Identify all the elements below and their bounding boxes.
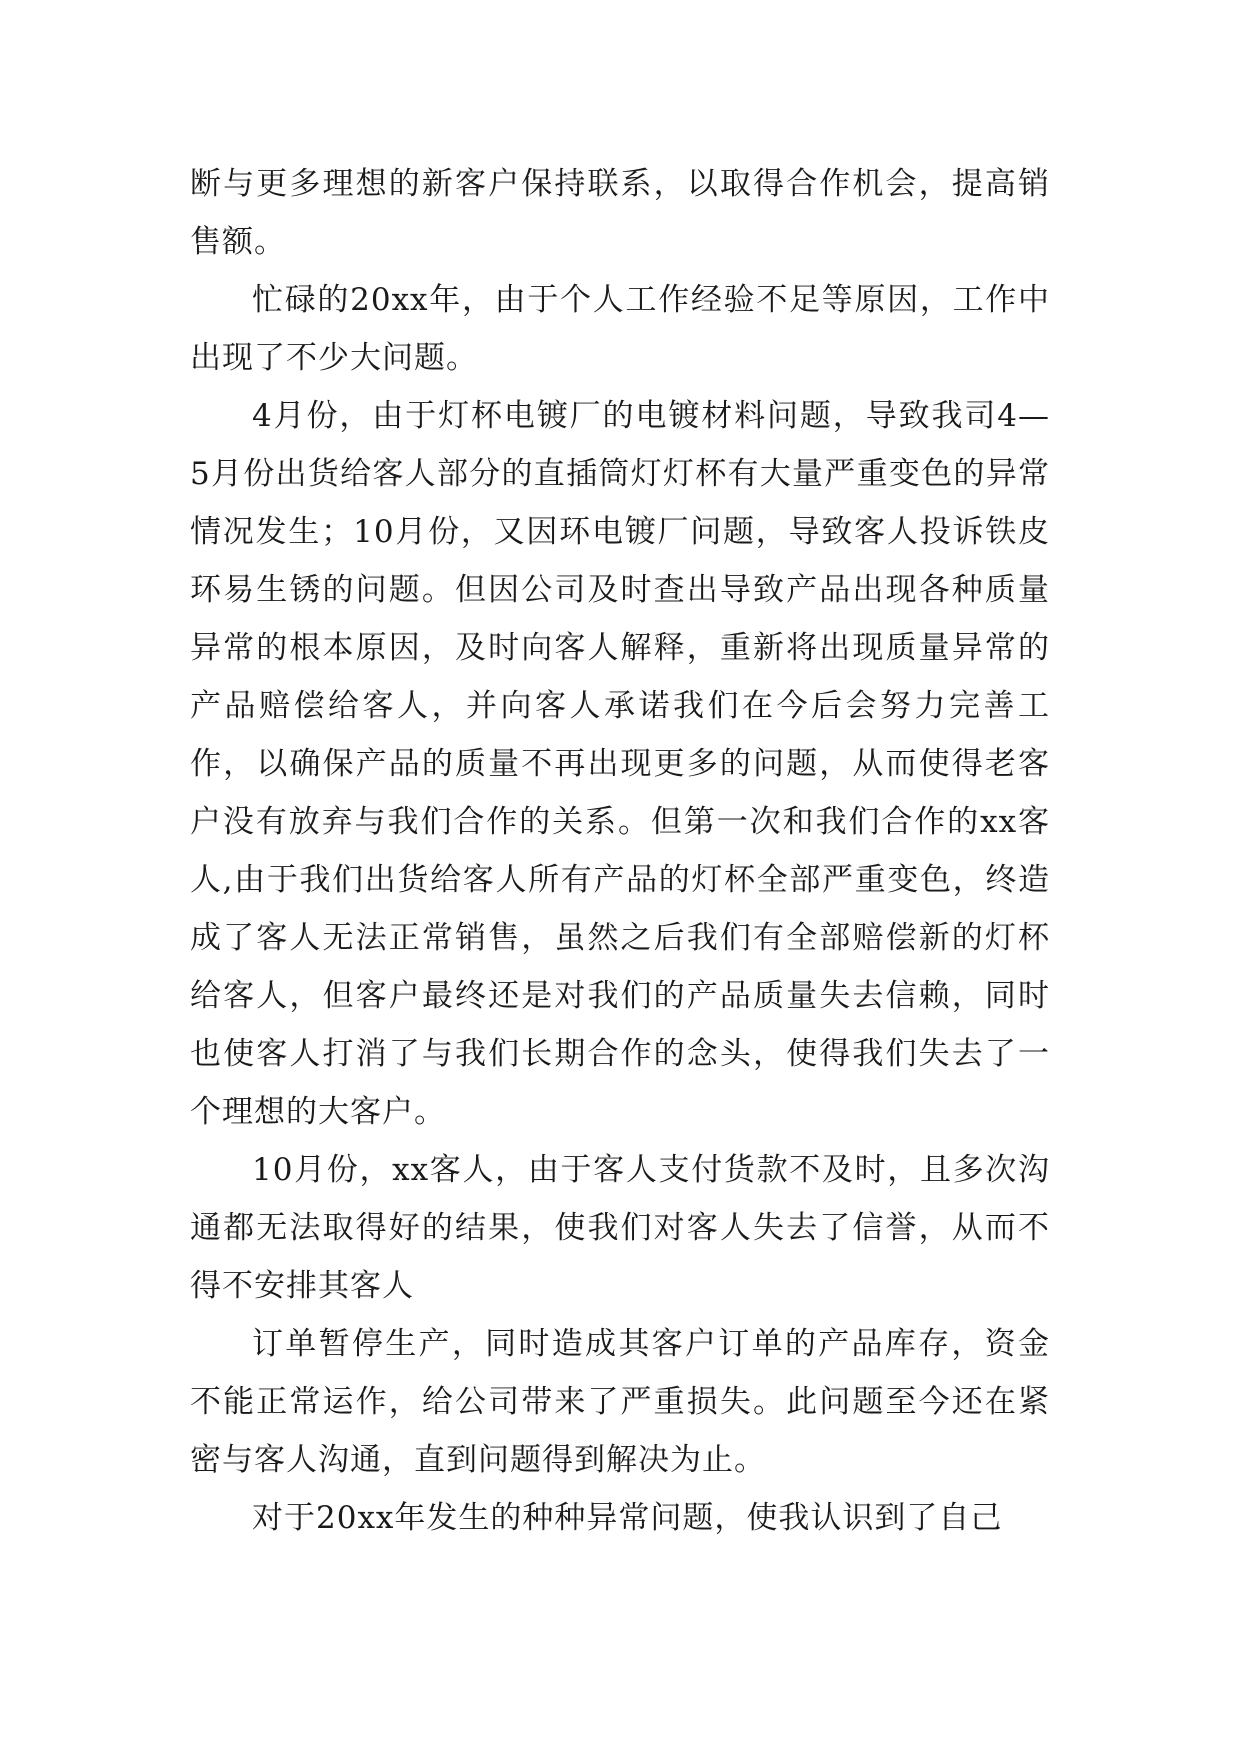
paragraph: 忙碌的20xx年，由于个人工作经验不足等原因，工作中出现了不少大问题。 [190,282,1050,376]
paragraph: 10月份，xx客人，由于客人支付货款不及时，且多次沟通都无法取得好的结果，使我们对客人失去了信誉，从而不得不安排其客人 [190,1152,1050,1304]
paragraph-continuation: 断与更多理想的新客户保持联系，以取得合作机会，提高销售额。 [190,166,1050,260]
paragraph: 订单暂停生产，同时造成其客户订单的产品库存，资金不能正常运作，给公司带来了严重损失。此问题至今还在紧密与客人沟通，直到问题得到解决为止。 [190,1326,1050,1478]
paragraph: 4月份，由于灯杯电镀厂的电镀材料问题，导致我司4—5月份出货给客人部分的直插筒灯灯杯有大量严重变色的异常情况发生；10月份，又因环电镀厂问题，导致客人投诉铁皮环易生锈的问题。但因公司及时查出导致产品出现各种质量异常的根本原因，及时向客人解释，重新将出现质量异常的产品赔偿给客人，并向客人承诺我们在今后会努力完善工作，以确保产品的质量不再出现更多的问题，从而使得老客户没有放弃与我们合作的关系。但第一次和我们合作的xx客人,由于我们出货给客人所有产品的灯杯全部严重变色，终造成了客人无法正常销售，虽然之后我们有全部赔偿新的灯杯给客人，但客户最终还是对我们的产品质量失去信赖，同时也使客人打消了与我们长期合作的念头，使得我们失去了一个理想的大客户。 [190,398,1050,1130]
paragraph: 对于20xx年发生的种种异常问题，使我认识到了自己 [252,1500,1003,1536]
document-body [190,155,1050,1547]
